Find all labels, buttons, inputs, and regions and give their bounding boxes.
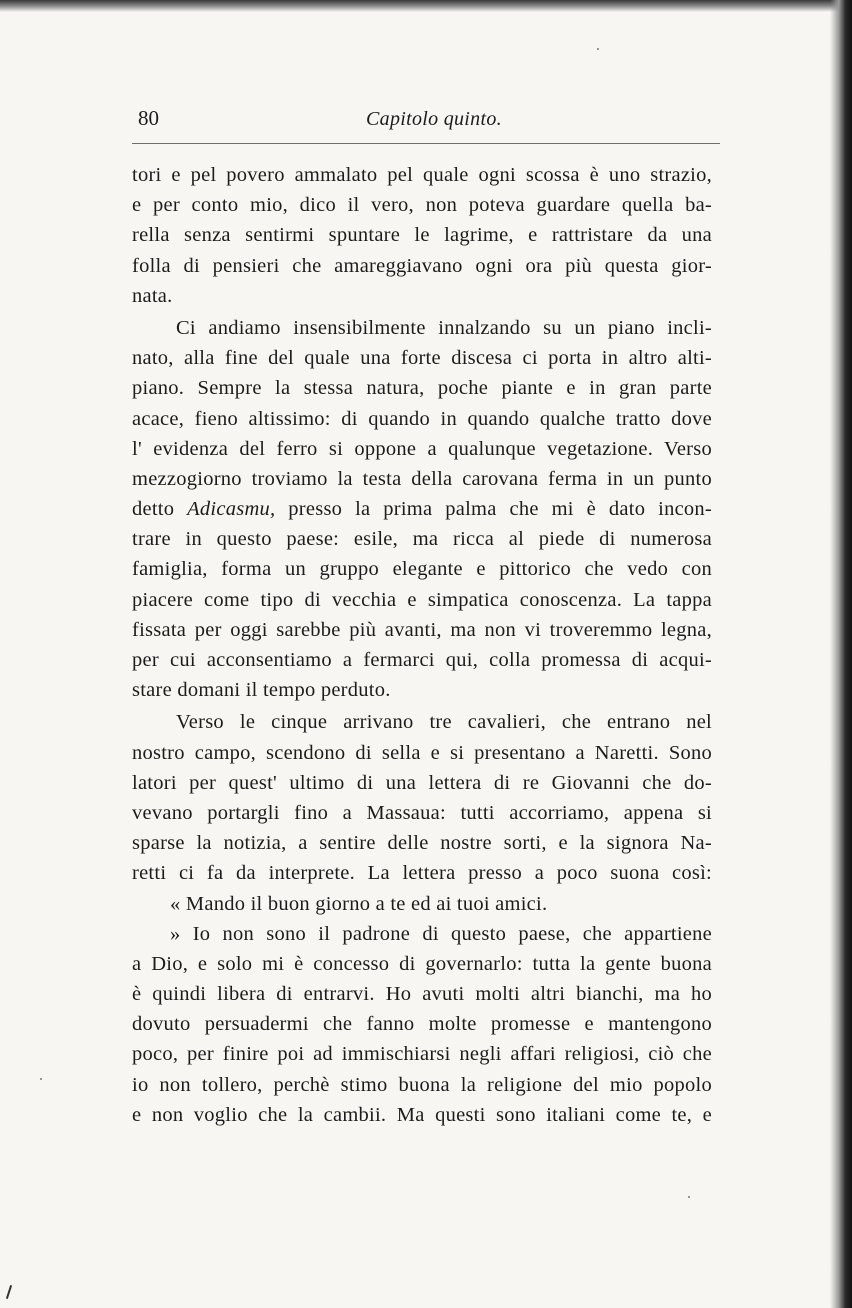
text-span: detto [132, 498, 188, 521]
paragraph-first-line: Verso le cinque arrivano tre cavalieri, che entrano nel [176, 711, 712, 734]
text-line: stare domani il tempo perduto. [132, 679, 391, 702]
body-text [132, 160, 712, 1130]
text-line: rella senza sentirmi spuntare le lagrime, e rattristare da una [132, 224, 712, 247]
text-line: mezzogiorno troviamo la testa della carovana ferma in un punto [132, 467, 712, 490]
text-line: vevano portargli fino a Massaua: tutti accorriamo, appena si [132, 801, 712, 824]
page-header [138, 100, 718, 136]
paper-speck [40, 1078, 42, 1080]
text-line: fissata per oggi sarebbe più avanti, ma non vi troveremmo legna, [132, 618, 712, 641]
text-line: piacere come tipo di vecchia e simpatica conoscenza. La tappa [132, 588, 712, 611]
text-line: sparse la notizia, a sentire delle nostre sorti, e la signora Na- [132, 832, 712, 855]
text-line: latori per quest' ultimo di una lettera di re Giovanni che do- [132, 771, 712, 794]
text-line: famiglia, forma un gruppo elegante e pittorico che vedo con [132, 558, 712, 581]
letter-line: » Io non sono il padrone di questo paese, che appartiene [170, 922, 712, 945]
letter-line: « Mando il buon giorno a te ed ai tuoi amici. [170, 892, 548, 915]
text-line: acace, fieno altissimo: di quando in quando qualche tratto dove [132, 407, 712, 430]
text-span: presso la prima palma che mi è dato incon- [275, 498, 712, 521]
text-line: piano. Sempre la stessa natura, poche piante e in gran parte [132, 377, 712, 400]
text-line: e non voglio che la cambii. Ma questi sono italiani come te, e [132, 1103, 712, 1126]
text-line: retti ci fa da interprete. La lettera presso a poco suona così: [132, 862, 712, 885]
header-rule [132, 143, 720, 144]
running-head: Capitolo quinto. [366, 108, 502, 130]
text-line: l' evidenza del ferro si oppone a qualunque vegetazione. Verso [132, 437, 712, 460]
text-line: tori e pel povero ammalato pel quale ogni scossa è uno strazio, [132, 164, 712, 186]
text-line: nata. [132, 284, 173, 307]
text-line: per cui acconsentiamo a fermarci qui, colla promessa di acqui- [132, 649, 712, 671]
text-line: poco, per finire poi ad immischiarsi negli affari religiosi, ciò che [132, 1043, 712, 1066]
italic-place-name: Adicasmu, [187, 498, 276, 521]
text-line: nostro campo, scendono di sella e si presentano a Naretti. Sono [132, 741, 712, 764]
page-number: 80 [138, 106, 159, 130]
text-line: io non tollero, perchè stimo buona la religione del mio popolo [132, 1073, 712, 1096]
text-line-mixed [132, 494, 712, 524]
text-line: dovuto persuadermi che fanno molte promesse e mantengono [132, 1013, 712, 1036]
scan-top-edge [0, 0, 852, 12]
paragraph-first-line: Ci andiamo insensibilmente innalzando su un piano incli- [176, 316, 712, 339]
paper-speck [688, 1196, 690, 1198]
text-line: a Dio, e solo mi è concesso di governarlo: tutta la gente buona [132, 952, 712, 975]
text-line: e per conto mio, dico il vero, non poteva guardare quella ba- [132, 194, 712, 217]
text-line: è quindi libera di entrarvi. Ho avuti molti altri bianchi, ma ho [132, 983, 712, 1006]
text-line: trare in questo paese: esile, ma ricca al piede di numerosa [132, 528, 712, 551]
scan-mark [6, 1285, 12, 1299]
paper-speck [597, 48, 599, 50]
text-line: nato, alla fine del quale una forte discesa ci porta in altro alti- [132, 347, 712, 370]
text-line: folla di pensieri che amareggiavano ogni ora più questa gior- [132, 254, 712, 277]
scan-right-edge [830, 0, 852, 1308]
